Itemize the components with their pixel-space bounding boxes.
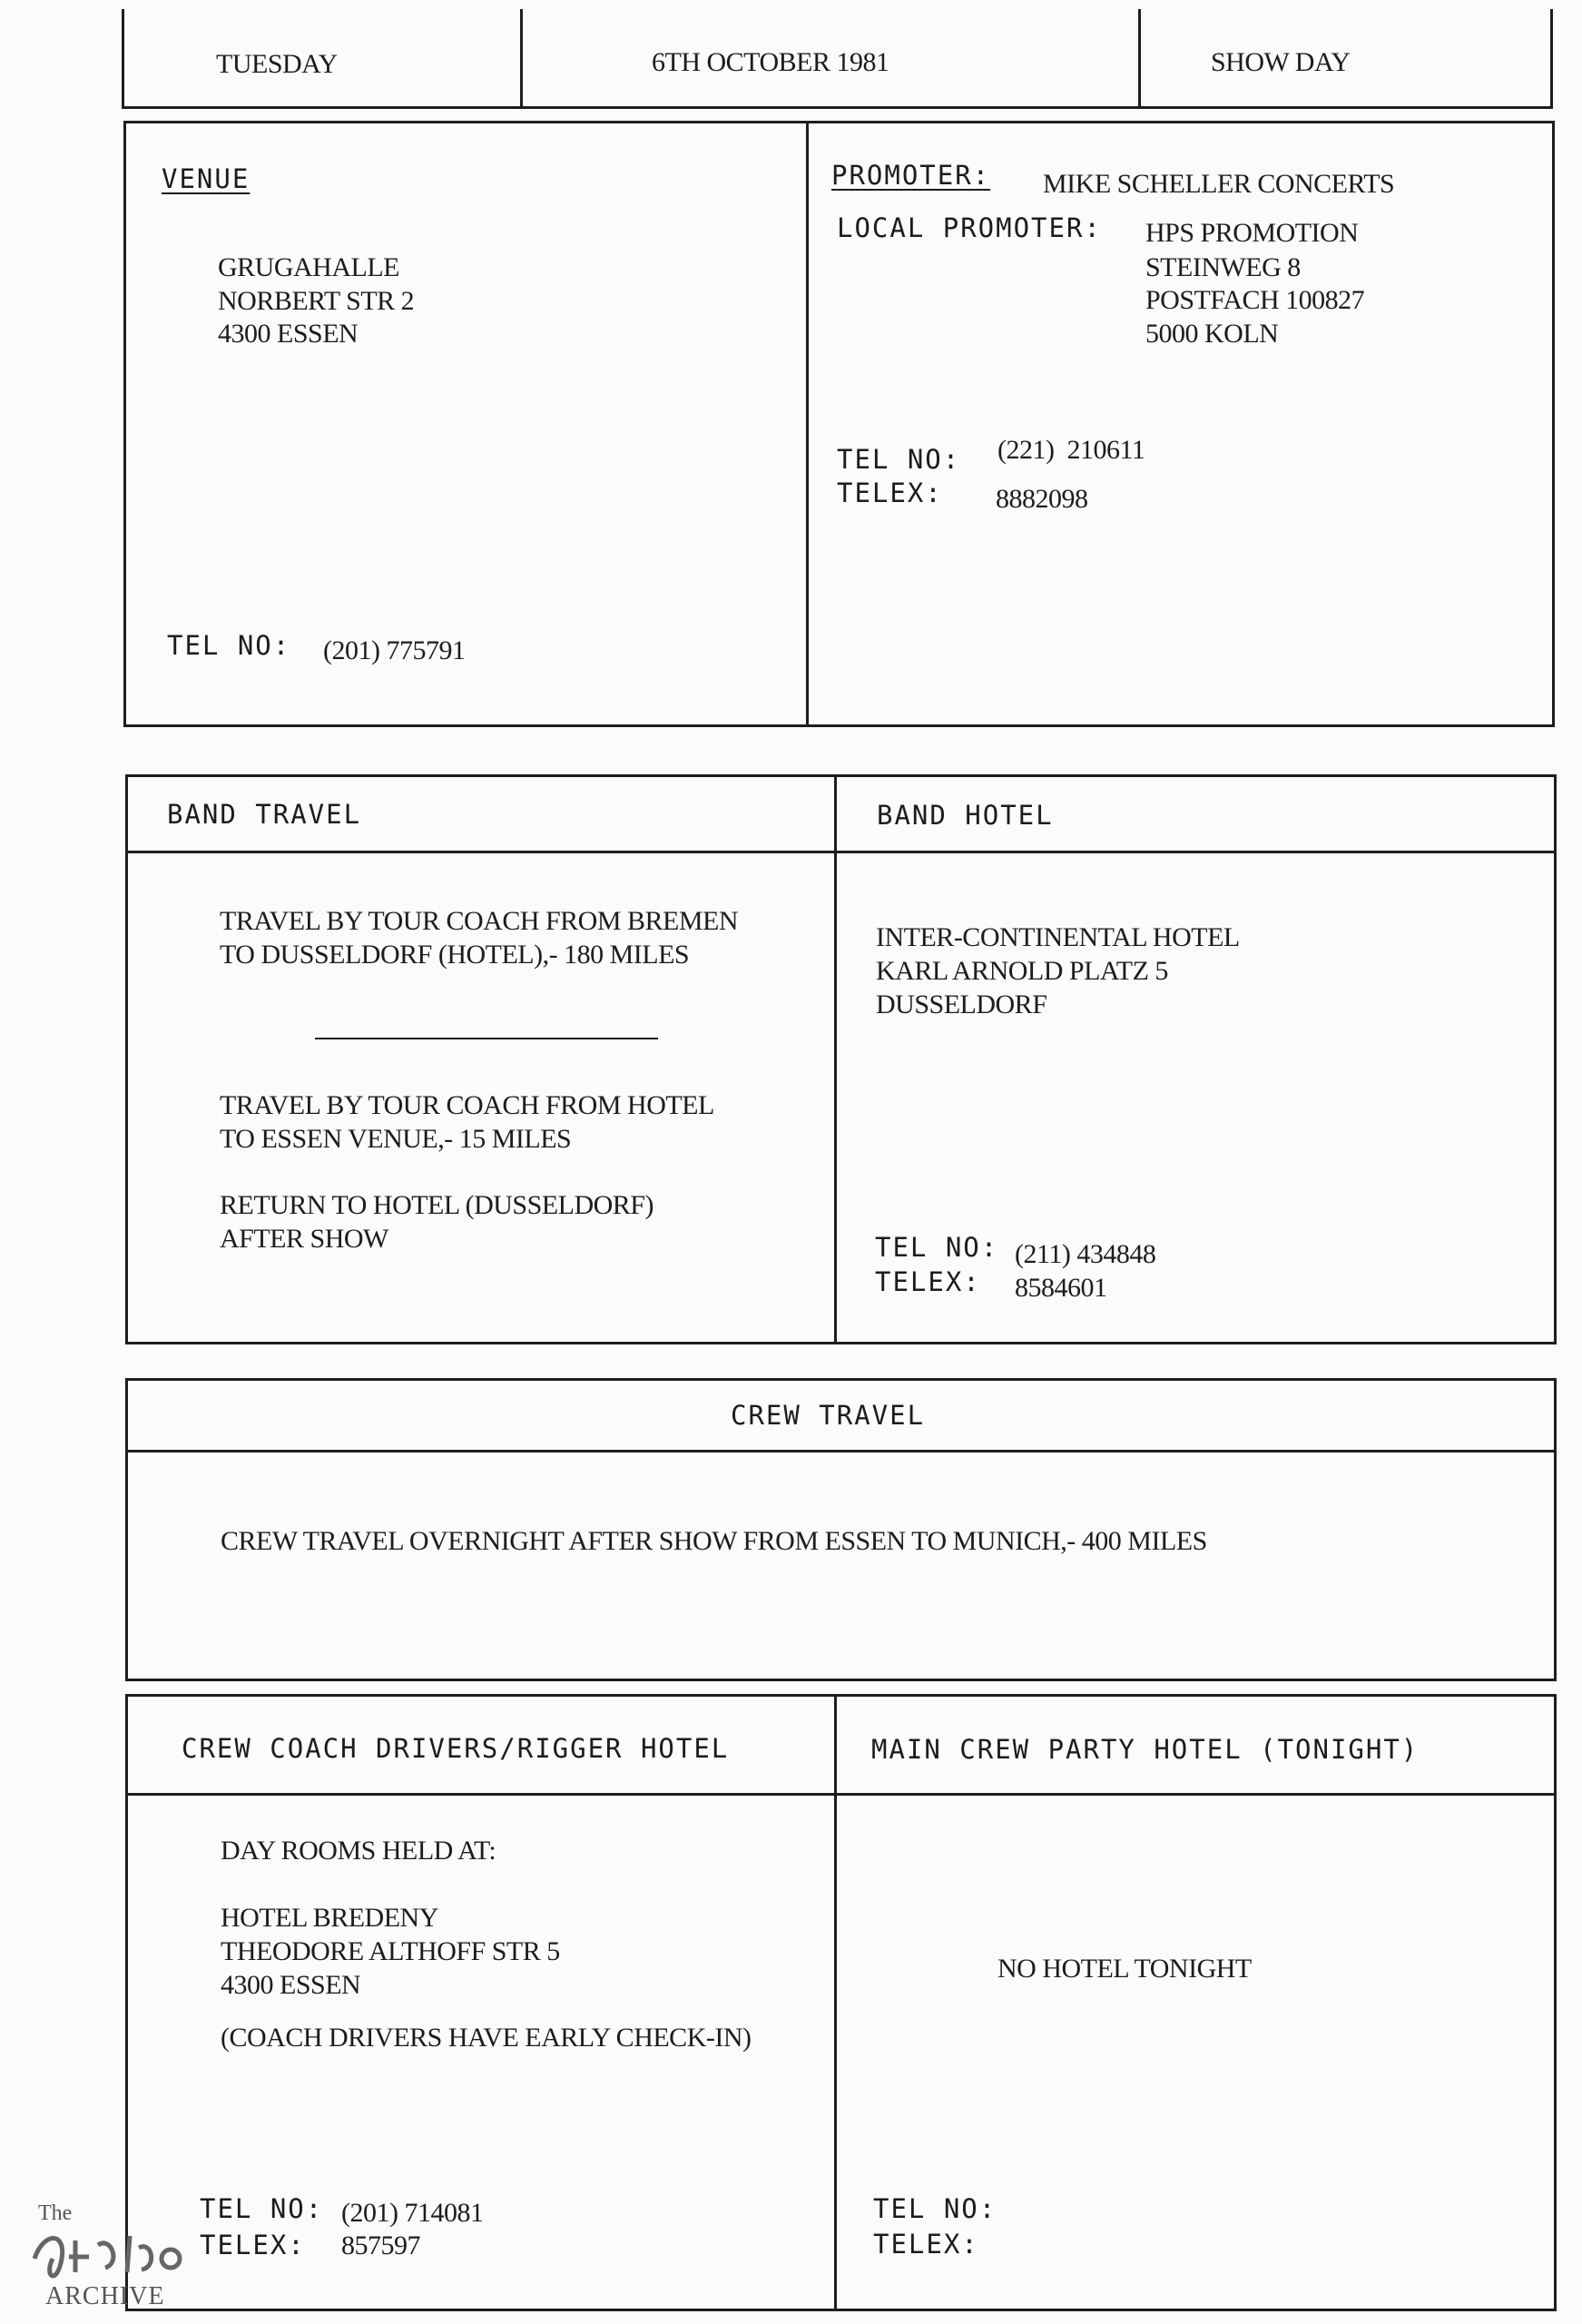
crew-travel-header-rule [125,1450,1557,1452]
venue-tel-label: TEL NO: [167,630,291,661]
band-travel-text: TRAVEL BY TOUR COACH FROM BREMEN [220,906,739,936]
crew-hotel-section [125,1694,1557,2311]
crew-travel-text: CREW TRAVEL OVERNIGHT AFTER SHOW FROM ESSEN TO MUNICH,- 400 MILES [221,1526,1207,1556]
band-section-header-rule [125,851,1557,853]
crew-coach-hotel-heading: CREW COACH DRIVERS/RIGGER HOTEL [182,1733,730,1764]
crew-coach-hotel-tel: (201) 714081 [341,2198,484,2228]
band-hotel-address-line: INTER-CONTINENTAL HOTEL [876,922,1240,952]
main-crew-hotel-heading: MAIN CREW PARTY HOTEL (TONIGHT) [871,1734,1420,1765]
band-hotel-telex: 8584601 [1015,1273,1107,1303]
local-promoter-address-line: HPS PROMOTION [1145,218,1359,248]
local-promoter-address-line: STEINWEG 8 [1145,252,1301,282]
band-travel-separator [315,1038,658,1039]
band-travel-text: AFTER SHOW [220,1224,388,1254]
band-hotel-heading: BAND HOTEL [877,800,1054,831]
promoter-name: MIKE SCHELLER CONCERTS [1043,169,1395,199]
venue-address-line: NORBERT STR 2 [218,286,415,316]
crew-hotel-header-rule [125,1793,1557,1796]
promoter-heading: PROMOTER: [831,160,991,191]
band-hotel-tel: (211) 434848 [1015,1239,1156,1269]
header-date: 6TH OCTOBER 1981 [652,47,889,77]
header-divider [520,9,523,109]
watermark-the: The [38,2201,73,2225]
header-type: SHOW DAY [1211,47,1351,77]
venue-heading: VENUE [162,163,251,194]
promoter-telex-label: TELEX: [837,478,943,508]
local-promoter-address-line: 5000 KOLN [1145,319,1279,349]
band-section [125,774,1557,1344]
crew-coach-hotel-intro: DAY ROOMS HELD AT: [221,1836,496,1866]
promoter-tel: (221) 210611 [997,435,1145,465]
crew-coach-hotel-tel-label: TEL NO: [200,2193,324,2224]
venue-tel: (201) 775791 [323,635,466,665]
section-divider [806,121,809,727]
section-divider [834,774,837,1344]
band-hotel-telex-label: TELEX: [875,1266,981,1297]
crew-coach-hotel-note: (COACH DRIVERS HAVE EARLY CHECK-IN) [221,2023,752,2053]
header-divider [1138,9,1141,109]
band-travel-text: TO ESSEN VENUE,- 15 MILES [220,1124,572,1154]
venue-address-line: GRUGAHALLE [218,252,399,282]
promoter-telex: 8882098 [996,484,1088,514]
genesis-logo-icon [25,2222,189,2286]
main-crew-hotel-tel-label: TEL NO: [873,2193,997,2224]
main-crew-hotel-text: NO HOTEL TONIGHT [997,1954,1252,1984]
crew-travel-heading: CREW TRAVEL [731,1400,926,1431]
band-hotel-address-line: DUSSELDORF [876,990,1047,1019]
band-travel-text: TO DUSSELDORF (HOTEL),- 180 MILES [220,940,690,970]
crew-coach-hotel-telex-label: TELEX: [200,2230,306,2260]
band-travel-text: RETURN TO HOTEL (DUSSELDORF) [220,1190,653,1220]
local-promoter-label: LOCAL PROMOTER: [837,212,1102,243]
crew-coach-hotel-address-line: THEODORE ALTHOFF STR 5 [221,1936,560,1966]
header-day: TUESDAY [216,49,338,79]
local-promoter-address-line: POSTFACH 100827 [1145,285,1365,315]
venue-address-line: 4300 ESSEN [218,319,359,349]
band-hotel-address-line: KARL ARNOLD PLATZ 5 [876,956,1168,986]
watermark-archive: ARCHIVE [45,2282,165,2310]
main-crew-hotel-telex-label: TELEX: [873,2229,979,2260]
band-hotel-tel-label: TEL NO: [875,1232,999,1263]
crew-coach-hotel-telex: 857597 [341,2230,420,2260]
crew-coach-hotel-address-line: HOTEL BREDENY [221,1903,438,1933]
promoter-tel-label: TEL NO: [837,444,961,475]
archive-watermark-logo [25,2195,189,2313]
section-divider [834,1694,837,2311]
band-travel-heading: BAND TRAVEL [167,799,362,830]
band-travel-text: TRAVEL BY TOUR COACH FROM HOTEL [220,1090,714,1120]
crew-coach-hotel-address-line: 4300 ESSEN [221,1970,361,2000]
